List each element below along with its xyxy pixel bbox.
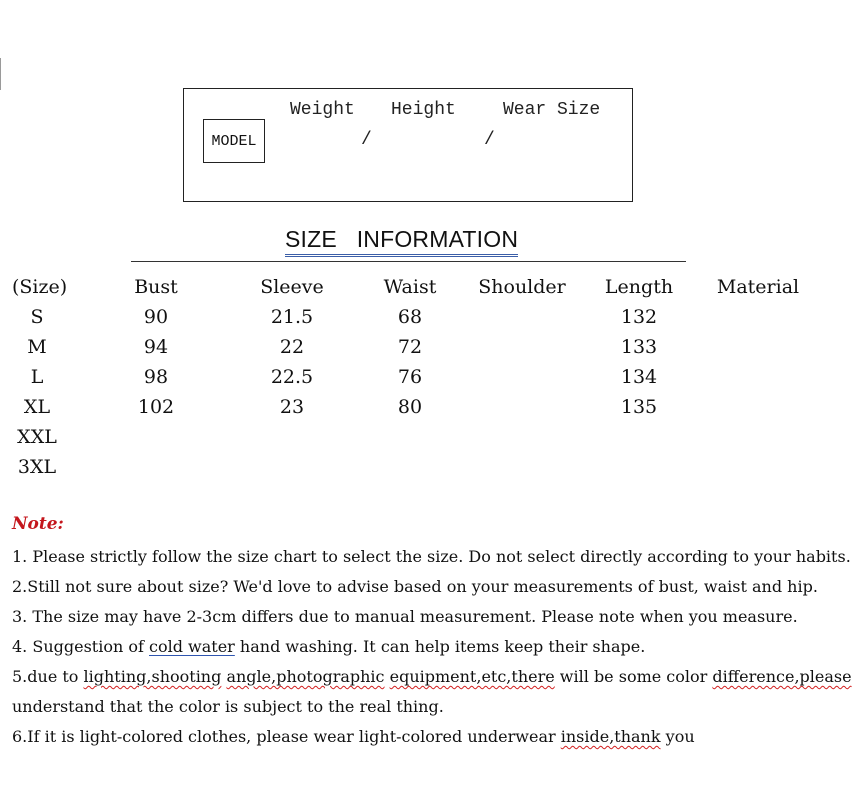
header-length: Length [604, 276, 674, 298]
note-5-angle-photographic: angle,photographic [226, 667, 385, 686]
note-5-text-g: will be some color [554, 667, 713, 686]
note-2: 2.Still not sure about size? We'd love to advise based on your measurements of bust, waist and hip. [12, 577, 818, 596]
cell-bust: 94 [143, 336, 169, 358]
header-sleeve: Sleeve [260, 276, 324, 298]
note-5-text-a: 5.due to [12, 667, 84, 686]
cell-size: S [30, 306, 44, 328]
model-weight-header: Weight [290, 100, 355, 120]
cell-waist: 72 [397, 336, 423, 358]
header-bust: Bust [134, 276, 178, 298]
note-5 [12, 667, 852, 686]
cell-size: XL [23, 396, 51, 418]
header-size: (Size) [12, 276, 68, 298]
cell-length: 134 [620, 366, 658, 388]
cell-sleeve: 21.5 [270, 306, 314, 328]
cell-waist: 80 [397, 396, 423, 418]
note-6-text-a: 6.If it is light-colored clothes, please wear light-colored underwear [12, 727, 561, 746]
edge-mark [0, 58, 1, 90]
cell-waist: 68 [397, 306, 423, 328]
cell-bust: 102 [137, 396, 175, 418]
cell-bust: 98 [143, 366, 169, 388]
model-label: MODEL [203, 119, 265, 163]
note-6-inside-thank: inside,thank [560, 727, 661, 746]
cell-size: M [27, 336, 47, 358]
model-slash-2: / [484, 130, 495, 150]
note-1: 1. Please strictly follow the size chart to select the size. Do not select directly according to your habits. [12, 547, 851, 566]
header-shoulder: Shoulder [478, 276, 566, 298]
note-5-lighting-shooting: lighting,shooting [83, 667, 222, 686]
note-4-text-a: 4. Suggestion of [12, 637, 149, 656]
model-wear-size-header: Wear Size [503, 100, 601, 120]
cell-sleeve: 23 [279, 396, 305, 418]
header-waist: Waist [383, 276, 437, 298]
cell-waist: 76 [397, 366, 423, 388]
note-4-text-c: hand washing. It can help items keep their shape. [234, 637, 646, 656]
note-6-text-c: you [660, 727, 695, 746]
cell-bust: 90 [143, 306, 169, 328]
note-5-equipment-etc: equipment,etc,there [389, 667, 555, 686]
note-5-difference-please: difference,please [712, 667, 852, 686]
cell-sleeve: 22.5 [270, 366, 314, 388]
cell-size: 3XL [17, 456, 57, 478]
cell-size: L [30, 366, 44, 388]
header-material: Material [716, 276, 800, 298]
note-4 [12, 637, 645, 656]
note-4-cold-water: cold water [149, 637, 235, 656]
title-underline [285, 254, 518, 257]
note-title: Note: [12, 514, 64, 534]
model-height-header: Height [391, 100, 456, 120]
header-rule [131, 261, 686, 262]
note-6 [12, 727, 695, 746]
size-information-title: SIZE INFORMATION [285, 226, 519, 252]
model-slash-1: / [361, 130, 372, 150]
cell-length: 133 [620, 336, 658, 358]
model-box [183, 88, 633, 202]
cell-length: 135 [620, 396, 658, 418]
cell-sleeve: 22 [279, 336, 305, 358]
cell-size: XXL [17, 426, 57, 448]
note-5-continued: understand that the color is subject to the real thing. [12, 697, 444, 716]
cell-length: 132 [620, 306, 658, 328]
note-3: 3. The size may have 2-3cm differs due to manual measurement. Please note when you measure. [12, 607, 798, 626]
